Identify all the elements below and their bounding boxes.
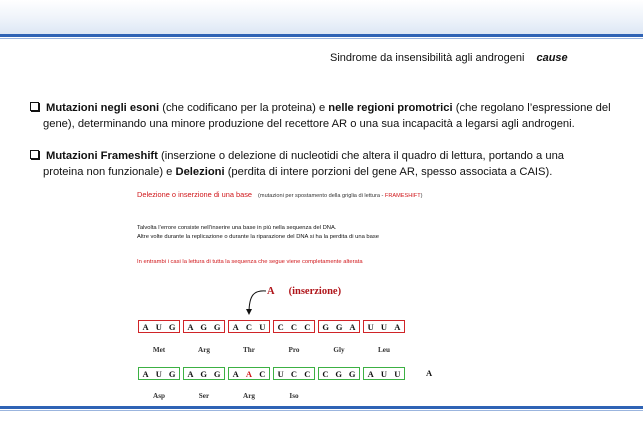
amino-acid-label: Arg	[243, 392, 255, 400]
slide-title-text: Sindrome da insensibilità agli androgeni	[330, 52, 525, 64]
header-band	[0, 0, 643, 34]
codon-box	[183, 320, 225, 333]
checkbox-bullet-icon	[30, 150, 39, 159]
codon-box	[363, 367, 405, 380]
slide-title	[330, 52, 568, 64]
figure-note-line-1: Talvolta l’errore consiste nell’inserire una base in più nella sequenza del DNA.	[137, 225, 337, 231]
figure-red-note: In entrambi i casi la lettura di tutta la sequenza che segue viene completamente alterata	[137, 259, 363, 265]
nucleotide: A	[245, 368, 253, 379]
nucleotide: C	[277, 321, 284, 332]
codon-box	[273, 367, 315, 380]
bullet-2-bold-1: Mutazioni Frameshift	[46, 150, 158, 162]
nucleotide: C	[290, 368, 298, 379]
footer-rule-thin	[0, 410, 643, 411]
nucleotide: C	[290, 321, 298, 332]
mutated-codon-row	[138, 367, 405, 380]
nucleotide: G	[168, 321, 176, 332]
nucleotide: G	[335, 368, 343, 379]
nucleotide: U	[277, 368, 284, 379]
slide-title-suffix: cause	[536, 52, 568, 64]
amino-acid-label: Asp	[153, 392, 165, 400]
bullet-2-line-2a: proteina non funzionale) e	[43, 166, 176, 178]
figure-subtitle-post: )	[420, 193, 423, 199]
insertion-base: A	[267, 286, 275, 297]
header-rule	[0, 34, 643, 37]
nucleotide: A	[232, 368, 239, 379]
amino-acid-label: Pro	[288, 346, 300, 354]
nucleotide: A	[394, 321, 401, 332]
bullet-1-line-2: gene), determinando una minore produzione del recettore AR o una sua incapacità a legarsi agli androgeni.	[43, 118, 575, 130]
codon-box	[273, 320, 315, 333]
figure-subtitle-red: FRAMESHIFT	[384, 193, 421, 199]
mutated-trailing-base: A	[426, 368, 433, 378]
bullet-1-bold-1: Mutazioni negli esoni	[46, 102, 160, 114]
nucleotide: G	[213, 368, 221, 379]
amino-acid-label: Gly	[333, 346, 345, 354]
nucleotide: U	[155, 321, 162, 332]
nucleotide: U	[380, 321, 388, 332]
frameshift-figure	[130, 183, 460, 403]
figure-subtitle	[258, 193, 422, 199]
nucleotide: U	[259, 321, 266, 332]
nucleotide: U	[394, 368, 401, 379]
nucleotide: A	[187, 368, 194, 379]
codon-box	[363, 320, 405, 333]
nucleotide: A	[142, 321, 149, 332]
codon-box	[228, 367, 270, 380]
nucleotide: C	[259, 368, 266, 379]
codon-box	[318, 367, 360, 380]
nucleotide: G	[200, 368, 208, 379]
insertion-label	[267, 286, 341, 297]
codon-box	[138, 320, 180, 333]
original-codon-row	[138, 320, 405, 333]
amino-acid-label: Met	[152, 346, 166, 354]
figure-subtitle-pre: (mutazioni per spostamento della griglia di lettura -	[258, 193, 385, 199]
codon-box	[138, 367, 180, 380]
amino-acid-label: Leu	[378, 346, 390, 354]
nucleotide: A	[367, 368, 374, 379]
nucleotide: C	[304, 321, 311, 332]
bullet-2-line-2b: (perdita di intere porzioni del gene AR, spesso associata a CAIS).	[224, 166, 553, 178]
nucleotide: G	[348, 368, 356, 379]
original-amino-acid-row	[138, 346, 405, 354]
nucleotide: A	[142, 368, 149, 379]
nucleotide: U	[367, 321, 374, 332]
insertion-arrow-icon	[240, 287, 270, 319]
bullet-1-text-2: (che regolano l’espressione del	[452, 102, 611, 114]
amino-acid-label: Thr	[243, 346, 255, 354]
amino-acid-label: Iso	[289, 392, 299, 400]
codon-box	[183, 367, 225, 380]
nucleotide: G	[335, 321, 343, 332]
nucleotide: A	[187, 321, 194, 332]
figure-note-line-2: Altre volte durante la replicazione o durante la riparazione del DNA si ha la perdita di una base	[137, 234, 380, 240]
figure-title-text: Delezione o inserzione di una base	[137, 190, 253, 199]
nucleotide: G	[322, 321, 330, 332]
amino-acid-label: Arg	[198, 346, 210, 354]
figure-title	[137, 190, 423, 199]
nucleotide: G	[200, 321, 208, 332]
nucleotide: C	[245, 321, 253, 332]
bullet-2-bold-2: Delezioni	[175, 166, 225, 178]
bullet-1-bold-2: nelle regioni promotrici	[328, 102, 453, 114]
nucleotide: G	[213, 321, 221, 332]
bullet-2-text-1: (inserzione o delezione di nucleotidi che altera il quadro di lettura, portando a una	[157, 150, 565, 162]
bullet-1-text-1: (che codificano per la proteina) e	[159, 102, 329, 114]
nucleotide: G	[168, 368, 176, 379]
checkbox-bullet-icon	[30, 102, 39, 111]
nucleotide: A	[232, 321, 239, 332]
header-rule-thin	[0, 38, 643, 39]
nucleotide: U	[380, 368, 388, 379]
codon-box	[228, 320, 270, 333]
bullet-exon-mutations	[30, 100, 630, 132]
amino-acid-label: Ser	[198, 392, 210, 400]
nucleotide: C	[304, 368, 311, 379]
bullet-frameshift	[30, 148, 630, 180]
insertion-text: (inserzione)	[288, 286, 342, 297]
nucleotide: U	[155, 368, 162, 379]
nucleotide: A	[349, 321, 356, 332]
codon-box	[318, 320, 360, 333]
nucleotide: C	[322, 368, 329, 379]
mutated-amino-acid-row	[138, 392, 315, 400]
footer-rule	[0, 406, 643, 409]
